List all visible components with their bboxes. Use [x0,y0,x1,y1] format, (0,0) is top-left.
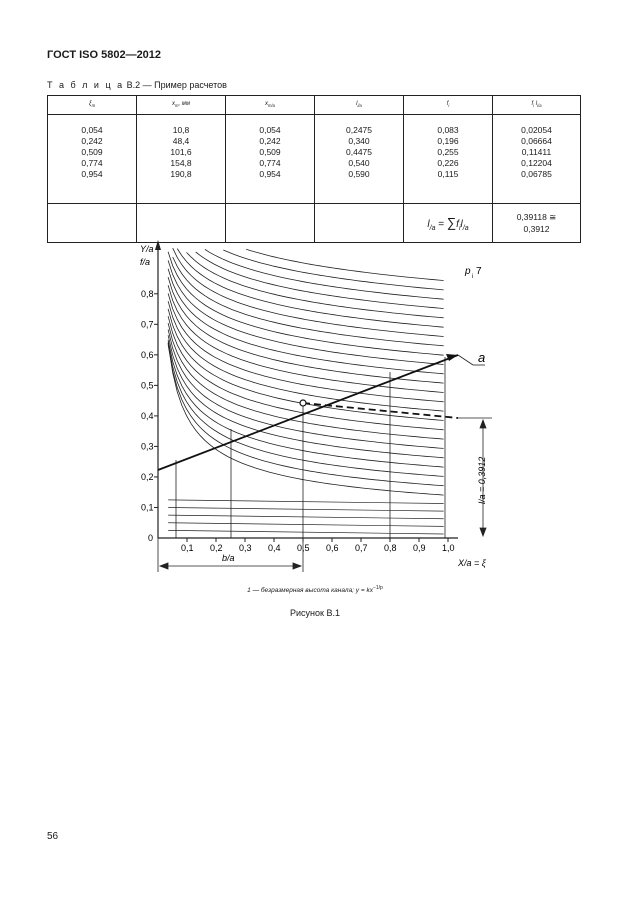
y-tick-label: 0,3 [141,441,154,452]
line-a-pointer [458,355,473,365]
x-tick-label: 0,9 [413,543,426,553]
col-x-mm: $x_т$, мм [137,96,226,115]
family-curve [168,345,444,486]
cell-f: 0,083 0,196 0,255 0,226 0,115 [404,115,493,204]
sum-result: 0,39118 ≅ 0,3912 [493,204,581,243]
y-tick-label: 0,5 [141,380,154,391]
y-tick-label: 0,8 [141,288,154,299]
x-tick-label: 0,8 [384,543,397,553]
y-tick-label: 0,4 [141,410,154,421]
flat-curve [168,515,444,519]
page-number: 56 [47,831,59,842]
x-tick-label: 0,2 [210,543,223,553]
x-tick-label: 1,0 [442,543,455,553]
flat-curve [168,523,444,527]
family-curve [168,269,444,374]
family-curve [177,249,443,328]
y-tick-label: 0,1 [141,502,154,513]
flat-curve [168,530,444,534]
sum-formula: $l_{/a} = \sum f_il_{/a}$ [404,204,493,243]
y-axis-arrow [155,240,161,250]
table-values-row [48,115,581,204]
figure-title: Рисунок В.1 [290,608,340,618]
x-tick-label: 0,5 [297,543,310,553]
cell-l-a: 0,2475 0,340 0,4475 0,540 0,590 [315,115,404,204]
family-curve [168,260,444,364]
flat-curve [168,507,444,511]
y-axis-label-2: f/a [140,257,151,267]
family-curve [187,252,444,317]
family-curves [168,248,444,495]
cell-xi: 0,054 0,242 0,509 0,774 0,954 [48,115,137,204]
y-tick-label: 0 [148,533,154,543]
line-a-arrow [446,354,458,361]
l-a-dimension-label: l/a = 0,3912 [477,456,487,504]
y-axis-label-1: Y/a [140,244,154,254]
col-xi: $\xi_т$ [48,96,137,115]
table-caption [47,80,227,90]
svg-text:i: i [472,274,474,280]
y-tick-labels [141,289,154,543]
table-caption-text: В.2 — Пример расчетов [126,80,227,90]
y-tick-label: 0,6 [141,349,154,360]
x-tick-labels [181,543,455,553]
intersection-point [300,400,306,406]
curve-label [464,266,482,280]
x-tick-label: 0,7 [355,543,368,553]
document-header: ГОСТ ISO 5802—2012 [47,49,162,61]
line-a-label: a [478,350,486,365]
x-axis-label: X/a = ξ [458,558,486,568]
calculation-table [47,95,581,243]
y-tick-label: 0,7 [141,319,154,330]
b-a-dimension-label: b/a [222,553,235,563]
x-tick-label: 0,6 [326,543,339,553]
figure-note: 1 — безразмерная высота канала; $y = kx^{-1/p}$ [247,585,383,595]
family-curve [168,342,444,495]
family-curve [223,250,443,290]
svg-text:7: 7 [476,266,482,277]
col-x-a: $x_{т/a}$ [226,96,315,115]
family-curve [168,252,444,355]
col-f: $f_i$ [404,96,493,115]
family-curve [196,252,444,309]
x-tick-label: 0,3 [239,543,252,553]
cell-x-a: 0,054 0,242 0,509 0,774 0,954 [226,115,315,204]
table-header-row [48,96,581,115]
figure-b1 [140,238,510,578]
lower-horizontal-lines [168,500,444,534]
cell-x-mm: 10,8 48,4 101,6 154,8 190,8 [137,115,226,204]
x-tick-label: 0,1 [181,543,194,553]
table-caption-word: Т а б л и ц а [47,80,125,90]
table-sum-row [48,204,581,243]
svg-text:p: p [465,266,471,277]
flat-curve [168,500,444,504]
col-f-l: $f_i$ $l_{i/a}$ [493,96,581,115]
family-curve [168,277,444,383]
x-tick-label: 0,4 [268,543,281,553]
col-l-a: $l_{i/a}$ [315,96,404,115]
family-curve [168,301,444,411]
y-ticks [154,294,158,508]
y-tick-label: 0,2 [141,471,154,482]
cell-f-l: 0,02054 0,06664 0,11411 0,12204 0,06785 [493,115,581,204]
